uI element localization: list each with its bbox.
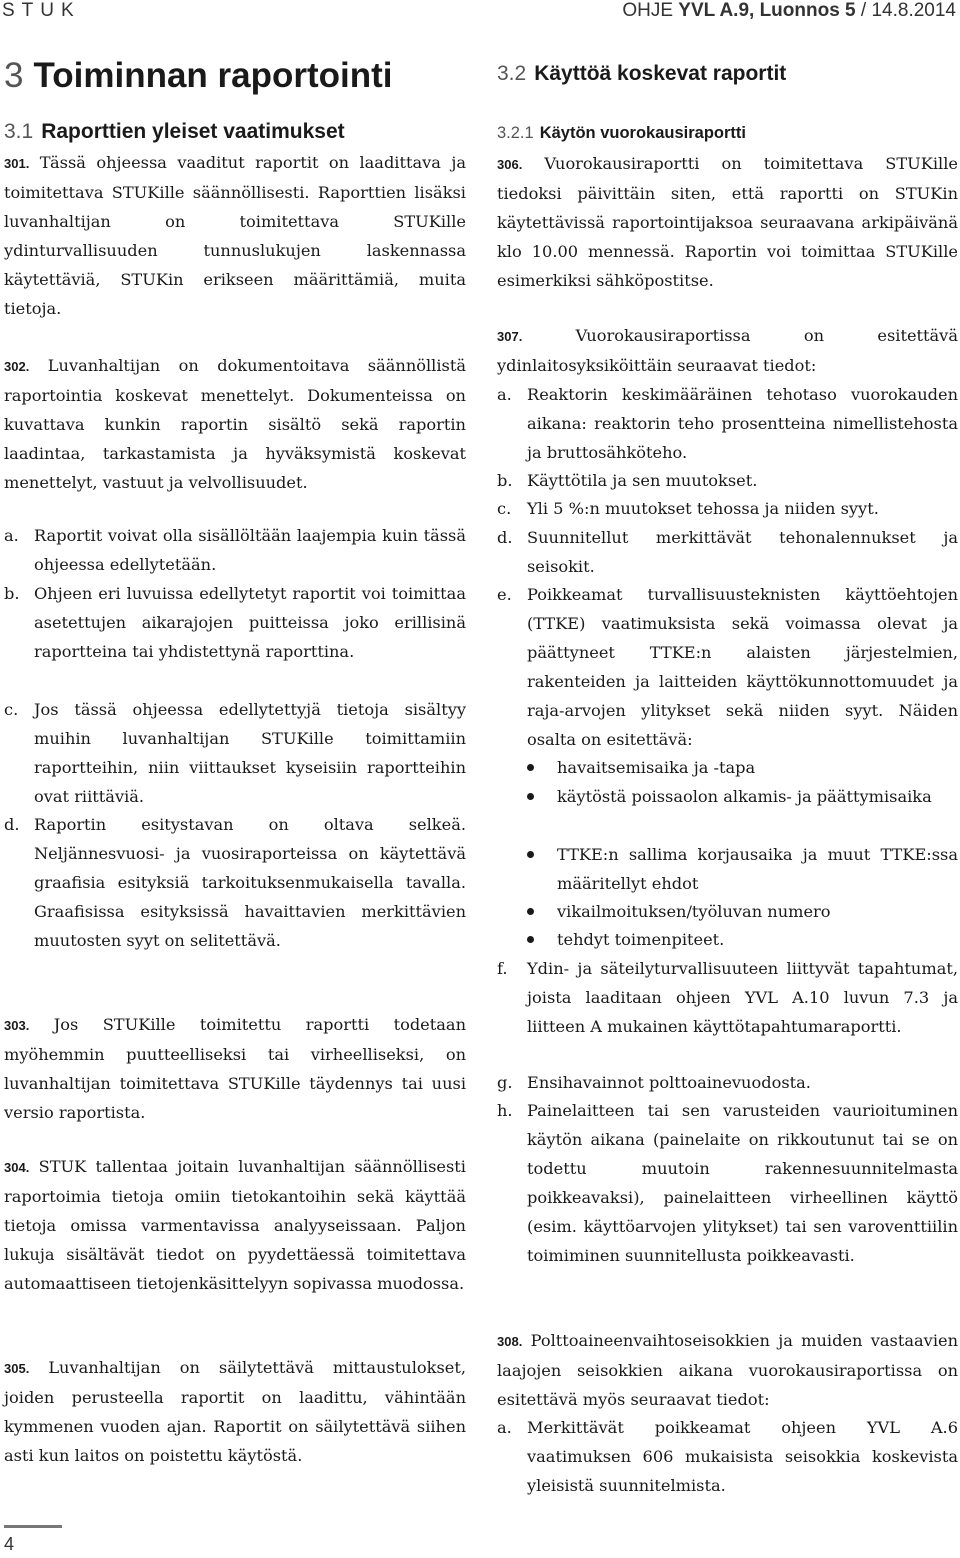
list-item-text: Ydin- ja säteilyturvallisuuteen liittyvät tapahtumat, joista laaditaan ohjeen YVL A.10 luvun 7.3 ja liitteen A mukainen käyttötapahtumaraportti. — [527, 959, 958, 1036]
list-item — [4, 695, 466, 811]
header-guide — [622, 0, 956, 22]
bullet-text: TTKE:n sallima korjausaika ja muut TTKE:ssa määritellyt ehdot — [557, 845, 958, 893]
list-item — [4, 579, 466, 666]
bullet-item — [527, 897, 958, 926]
list-item-text: Ohjeen eri luvuissa edellytetyt raportit voi toimittaa asetettujen aikarajojen puitteissa joko erillisinä raportteina tai yhdistettynä raporttina. — [34, 584, 466, 661]
bullet-item — [527, 925, 958, 954]
guide-id: YVL A.9, Luonnos 5 — [678, 0, 856, 21]
paragraph-301 — [4, 148, 466, 323]
bullet-text: vikailmoituksen/työluvan numero — [557, 902, 831, 921]
list-item-text: Ensihavainnot polttoainevuodosta. — [527, 1073, 811, 1092]
paragraph-number: 308. — [497, 1334, 523, 1349]
header-brand: STUK — [2, 0, 81, 21]
chapter-title — [4, 56, 393, 96]
list-item-label: h. — [497, 1101, 513, 1120]
paragraph-306 — [497, 149, 958, 295]
list-item-text: Yli 5 %:n muutokset tehossa ja niiden syyt. — [527, 499, 879, 518]
bullet-text: havaitsemisaika ja -tapa — [557, 758, 756, 777]
section-title: Raporttien yleiset vaatimukset — [41, 120, 345, 143]
list-item-label: e. — [497, 585, 512, 604]
list-item-label: b. — [497, 471, 513, 490]
list-item-label: f. — [497, 959, 508, 978]
list-item-text: Reaktorin keskimääräinen tehotaso vuorokauden aikana: reaktorin teho prosentteina nimellistehosta ja bruttosähköteho. — [527, 385, 958, 462]
guide-prefix: OHJE — [622, 0, 679, 21]
list-item-text: Poikkeamat turvallisuusteknisten käyttöehtojen (TTKE) vaatimuksista sekä voimassa olevat ja päättyneet TTKE:n alaisten järjestelmien, rakenteiden ja laitteiden käyttökunnottomuudet ja raja-arvojen ylitykset sekä niiden syyt. Näiden osalta on esitettävä: — [527, 585, 958, 749]
paragraph-number: 301. — [4, 156, 30, 171]
paragraph-303 — [4, 1010, 466, 1127]
bullet-text: tehdyt toimenpiteet. — [557, 930, 725, 949]
list-item-label: d. — [497, 528, 513, 547]
paragraph-number: 303. — [4, 1018, 30, 1033]
section-title: Käyttöä koskevat raportit — [534, 62, 787, 85]
list-item-label: c. — [4, 700, 19, 719]
bullet-item — [527, 753, 958, 782]
paragraph-302 — [4, 351, 466, 497]
bullet-item — [527, 782, 958, 811]
subsection-heading-3-2-1 — [497, 124, 746, 143]
list-item-label: g. — [497, 1073, 513, 1092]
paragraph-number: 306. — [497, 157, 523, 172]
list-item-text: Merkittävät poikkeamat ohjeen YVL A.6 vaatimuksen 606 mukaisista seisokkia koskevista yleisistä suunnitelmista. — [527, 1418, 958, 1495]
footer-rule — [4, 1525, 62, 1528]
paragraph-text: Tässä ohjeessa vaaditut raportit on laadittava ja toimitettava STUKille säännöllisesti. Raporttien lisäksi luvanhaltijan on toimitettava STUKille ydinturvallisuuden tunnuslukujen laskennassa käytettäviä, STUKin erikseen määrittämiä, muita tietoja. — [4, 153, 466, 318]
paragraph-304 — [4, 1152, 466, 1298]
list-item — [497, 494, 958, 523]
section-number: 3.1 — [4, 120, 34, 143]
paragraph-text: Polttoaineenvaihtoseisokkien ja muiden vastaavien laajojen seisokkien aikana vuorokausiraportissa on esitettävä myös seuraavat tiedot: — [497, 1331, 959, 1409]
section-number: 3.2 — [497, 62, 527, 85]
paragraph-308 — [497, 1326, 958, 1414]
list-item — [497, 1413, 958, 1500]
paragraph-307 — [497, 321, 958, 380]
section-heading-3-1 — [4, 120, 345, 144]
list-item — [4, 810, 466, 955]
subsection-number: 3.2.1 — [497, 124, 534, 142]
section-heading-3-2 — [497, 62, 786, 86]
list-item-text: Suunnitellut merkittävät tehonalennukset ja seisokit. — [527, 528, 958, 576]
list-item — [497, 954, 958, 1041]
bullet-icon — [527, 793, 534, 800]
paragraph-text: Luvanhaltijan on dokumentoitava säännöllistä raportointia koskevat menettelyt. Dokumenteissa on kuvattava kunkin raportin sisältö sekä raportin laadintaa, tarkastamista ja hyväksymistä koskevat menettelyt, vastuut ja velvollisuudet. — [4, 356, 466, 492]
paragraph-text: Luvanhaltijan on säilytettävä mittaustulokset, joiden perusteella raportit on laadittu, vähintään kymmenen vuoden ajan. Raportit on säilytettävä siihen asti kun laitos on poistettu käytöstä. — [4, 1358, 466, 1465]
paragraph-number: 305. — [4, 1361, 30, 1376]
paragraph-305 — [4, 1353, 466, 1470]
chapter-number: 3 — [4, 56, 24, 95]
paragraph-number: 302. — [4, 359, 30, 374]
list-item-label: b. — [4, 584, 20, 603]
bullet-item — [527, 840, 958, 898]
list-item — [497, 580, 958, 754]
bullet-icon — [527, 851, 534, 858]
list-item-label: a. — [497, 385, 512, 404]
bullet-icon — [527, 908, 534, 915]
paragraph-text: Jos STUKille toimitettu raportti todetaan myöhemmin puutteelliseksi tai virheelliseksi, on luvanhaltijan toimitettava STUKille täydennys tai uusi versio raportista. — [4, 1015, 466, 1122]
chapter-title-text: Toiminnan raportointi — [33, 56, 393, 95]
subsection-title: Käytön vuorokausiraportti — [539, 124, 746, 142]
paragraph-number: 307. — [497, 329, 523, 344]
list-item-text: Jos tässä ohjeessa edellytettyjä tietoja sisältyy muihin luvanhaltijan STUKille toimittamiin raportteihin, niin viittaukset kyseisiin raportteihin ovat riittäviä. — [34, 700, 466, 806]
list-item-label: a. — [497, 1418, 512, 1437]
list-item — [497, 1096, 958, 1270]
list-item — [497, 1068, 958, 1097]
paragraph-text: Vuorokausiraportissa on esitettävä ydinlaitosyksiköittäin seuraavat tiedot: — [497, 326, 958, 375]
list-item-label: a. — [4, 526, 19, 545]
guide-date: / 14.8.2014 — [855, 0, 956, 21]
list-item-text: Raportin esitystavan on oltava selkeä. Neljännesvuosi- ja vuosiraporteissa on käytettävä graafisia esityksiä tarkoituksenmukaisella tavalla. Graafisissa esityksissä havaittavien merkittävien muutosten syyt on selitettävä. — [34, 815, 466, 950]
list-item-label: d. — [4, 815, 20, 834]
list-item-text: Painelaitteen tai sen varusteiden vaurioituminen käytön aikana (painelaite on rikkoutunut tai se on todettu muutoin rakennesuunnitelmasta poikkeavaksi), painelaitteen virheellinen käyttö (esim. käyttöarvojen ylitykset) tai sen varoventtiilin toimiminen suunnitellusta poikkeavasti. — [527, 1101, 958, 1265]
paragraph-text: Vuorokausiraportti on toimitettava STUKille tiedoksi päivittäin siten, että raportti on STUKin käytettävissä raportointijaksoa seuraavana arkipäivänä klo 10.00 mennessä. Raportin voi toimittaa STUKille esimerkiksi sähköpostitse. — [497, 154, 958, 290]
paragraph-text: STUK tallentaa joitain luvanhaltijan säännöllisesti raportoimia tietoja omiin tietokantoihin sekä käyttää tietoja omissa varmentavissa analyyseissaan. Paljon lukuja sisältävät tiedot on pyydettäessä toimitettava automaattiseen tietojenkäsittelyyn sopivassa muodossa. — [4, 1157, 466, 1293]
paragraph-number: 304. — [4, 1160, 30, 1175]
list-item-text: Käyttötila ja sen muutokset. — [527, 471, 758, 490]
list-item — [497, 523, 958, 581]
list-item — [497, 380, 958, 467]
list-item — [497, 466, 958, 495]
page-number: 4 — [4, 1534, 15, 1554]
list-item-label: c. — [497, 499, 512, 518]
bullet-text: käytöstä poissaolon alkamis- ja päättymisaika — [557, 787, 932, 806]
bullet-icon — [527, 936, 534, 943]
list-item-text: Raportit voivat olla sisällöltään laajempia kuin tässä ohjeessa edellytetään. — [34, 526, 466, 574]
bullet-icon — [527, 764, 534, 771]
list-item — [4, 521, 466, 579]
